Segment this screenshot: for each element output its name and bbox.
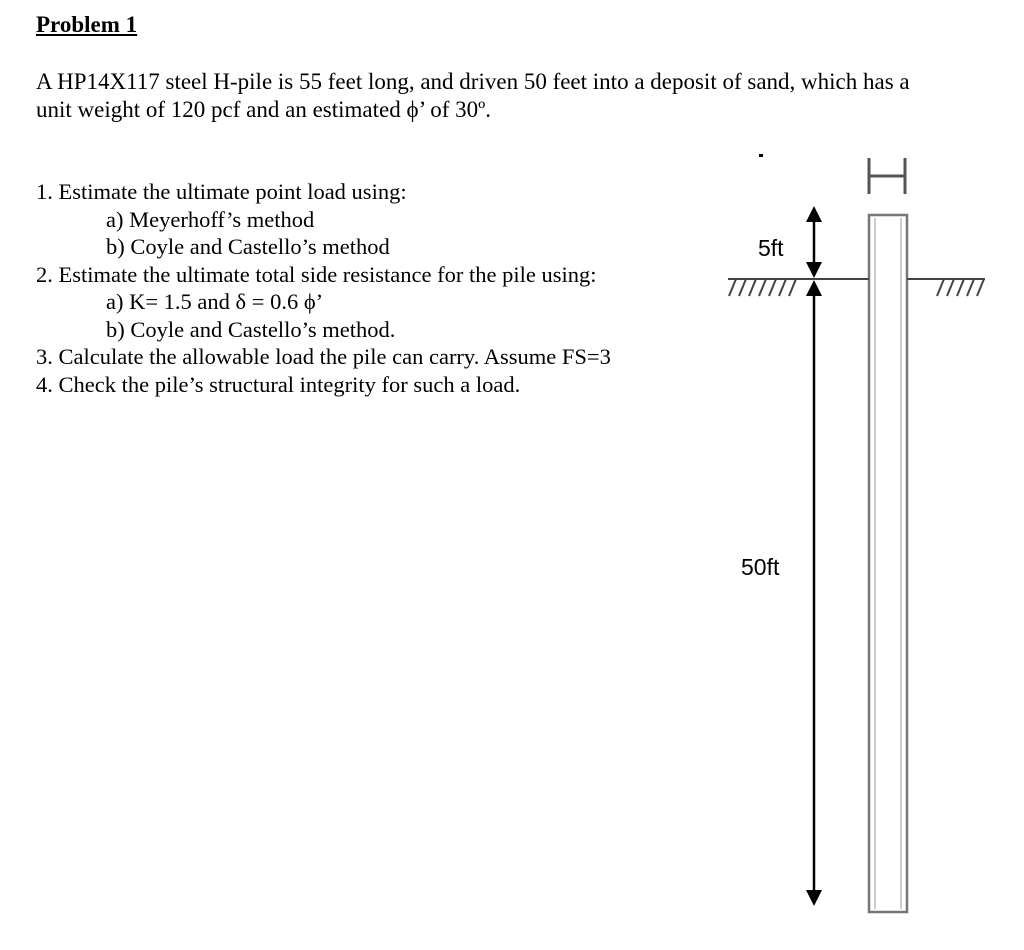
pile-section-label: H — [887, 192, 888, 193]
task-1a: a) Meyerhoff’s method — [106, 206, 315, 232]
pile-diagram — [700, 140, 1020, 930]
task-4: 4. Check the pile’s structural integrity for such a load. — [36, 371, 521, 397]
task-3: 3. Calculate the allowable load the pile can carry. Assume FS=3 — [36, 344, 611, 369]
statement-line-2: unit weight of 120 pcf and an estimated ϕ’ of 30º. — [36, 97, 492, 122]
diagram-speck — [759, 154, 763, 157]
problem-title: Problem 1 — [36, 12, 138, 37]
task-2a: a) K= 1.5 and δ = 0.6 ϕ’ — [106, 289, 324, 314]
task-1b: b) Coyle and Castello’s method — [106, 234, 390, 259]
dimension-50ft — [806, 280, 822, 906]
dimension-5ft — [806, 206, 822, 278]
ground-surface — [728, 279, 985, 296]
above-ground-length-label: 5ft — [758, 235, 784, 261]
problem-statement — [36, 68, 976, 124]
h-section-icon — [869, 158, 905, 194]
task-1: 1. Estimate the ultimate point load using: — [36, 179, 407, 204]
task-list — [36, 178, 611, 398]
task-2b: b) Coyle and Castello’s method. — [106, 316, 396, 342]
statement-line-1: A HP14X117 steel H-pile is 55 feet long, and driven 50 feet into a deposit of sand, which has a — [36, 69, 910, 94]
task-2: 2. Estimate the ultimate total side resistance for the pile using: — [36, 261, 597, 287]
embedded-length-label: 50ft — [741, 554, 780, 580]
pile-body — [869, 215, 907, 912]
